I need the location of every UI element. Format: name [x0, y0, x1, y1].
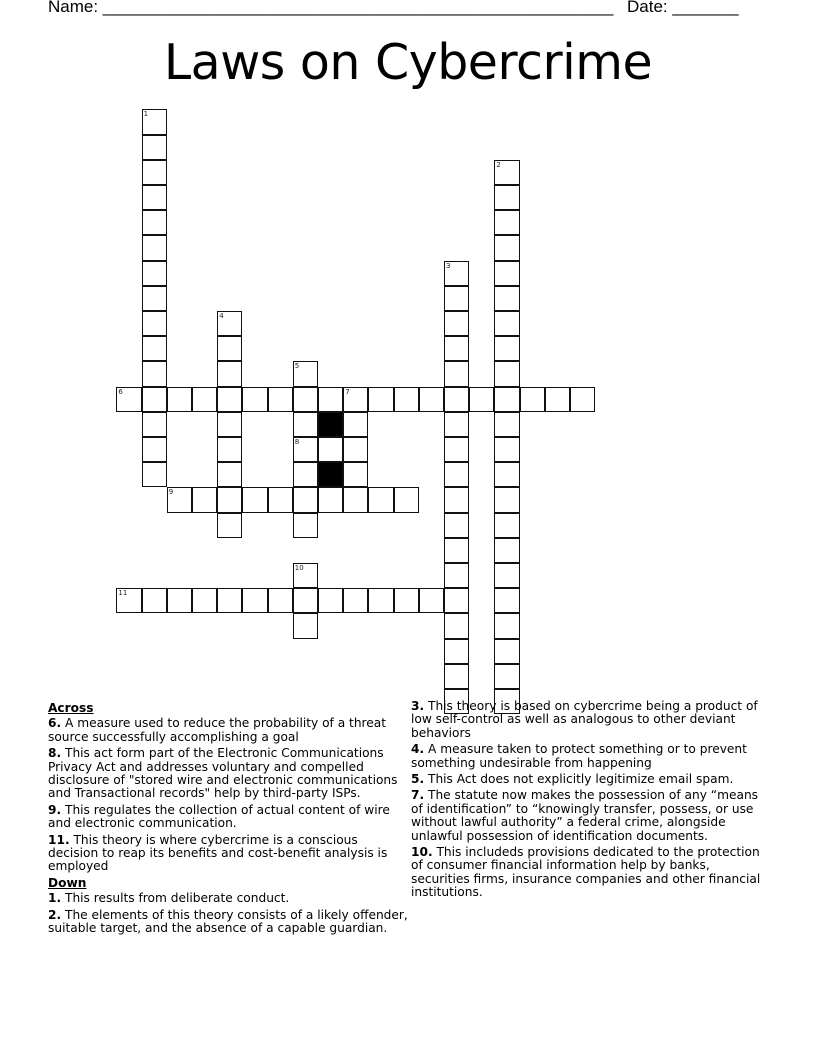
grid-cell[interactable] [444, 387, 469, 412]
grid-cell[interactable] [444, 361, 469, 386]
grid-cell[interactable] [520, 387, 545, 412]
clue-down-1 [48, 892, 410, 905]
grid-cell[interactable] [142, 361, 167, 386]
grid-cell[interactable] [142, 109, 167, 134]
clue-number-label: 6 [118, 387, 123, 396]
clues-right-column [411, 700, 771, 903]
grid-cell[interactable] [242, 588, 267, 613]
grid-cell[interactable] [494, 462, 519, 487]
grid-cell[interactable] [444, 588, 469, 613]
grid-cell[interactable] [293, 513, 318, 538]
grid-cell[interactable] [444, 412, 469, 437]
clue-number-label: 7 [345, 387, 350, 396]
grid-cell[interactable] [217, 311, 242, 336]
clue-number-label: 8 [294, 438, 300, 446]
grid-cell[interactable] [545, 387, 570, 412]
grid-cell[interactable] [444, 487, 469, 512]
grid-cell[interactable] [494, 261, 519, 286]
grid-cell[interactable] [419, 588, 444, 613]
grid-cell[interactable] [116, 387, 141, 412]
grid-cell[interactable] [444, 513, 469, 538]
grid-cell[interactable] [142, 210, 167, 235]
grid-cell[interactable] [217, 361, 242, 386]
grid-cell[interactable] [293, 361, 318, 386]
grid-cell[interactable] [494, 185, 519, 210]
grid-cell[interactable] [217, 588, 242, 613]
grid-cell[interactable] [394, 487, 419, 512]
grid-cell[interactable] [293, 613, 318, 638]
grid-cell[interactable] [318, 437, 343, 462]
clue-number-label: 4 [219, 312, 224, 320]
clue-number: 7. [411, 788, 425, 803]
grid-cell[interactable] [268, 588, 293, 613]
grid-cell[interactable] [142, 588, 167, 613]
grid-cell[interactable] [494, 613, 519, 638]
grid-cell[interactable] [570, 387, 595, 412]
grid-cell[interactable] [142, 235, 167, 260]
grid-cell[interactable] [142, 261, 167, 286]
grid-cell[interactable] [343, 437, 368, 462]
grid-cell[interactable] [494, 487, 519, 512]
grid-cell[interactable] [444, 664, 469, 689]
clue-text: The statute now makes the possession of any “means of identification” to “knowingly transfer, possess, or use without lawful authority” a federal crime, alongside unlawful possession of identification documents. [411, 788, 759, 843]
grid-cell[interactable] [293, 563, 318, 588]
clue-text: The elements of this theory consists of a likely offender, suitable target, and the absence of a capable guardian. [48, 907, 408, 936]
grid-cell[interactable] [142, 311, 167, 336]
grid-cell[interactable] [494, 538, 519, 563]
clue-text: This theory is based on cybercrime being a product of low self-control as well as analogous to other deviant behaviors [411, 699, 758, 740]
grid-cell[interactable] [293, 462, 318, 487]
grid-cell[interactable] [343, 588, 368, 613]
down-heading: Down [48, 875, 87, 890]
grid-cell[interactable] [394, 387, 419, 412]
grid-cell[interactable] [167, 487, 192, 512]
clue-number-label: 2 [496, 160, 501, 169]
clue-number: 10. [411, 845, 433, 860]
clue-number-label: 9 [168, 488, 174, 497]
grid-cell[interactable] [293, 387, 318, 412]
grid-cell[interactable] [217, 336, 242, 361]
clue-number-label: 3 [446, 261, 451, 270]
grid-cell[interactable] [494, 513, 519, 538]
grid-cell[interactable] [167, 588, 192, 613]
clue-down-4 [411, 743, 771, 770]
grid-cell[interactable] [142, 437, 167, 462]
grid-cell[interactable] [217, 412, 242, 437]
grid-cell[interactable] [318, 487, 343, 512]
grid-cell[interactable] [142, 336, 167, 361]
grid-cell[interactable] [293, 588, 318, 613]
clue-text: This results from deliberate conduct. [65, 891, 290, 906]
date-field-label[interactable]: Date: _______ [627, 0, 739, 16]
grid-cell[interactable] [444, 311, 469, 336]
grid-cell[interactable] [419, 387, 444, 412]
grid-cell[interactable] [444, 462, 469, 487]
grid-cell[interactable] [293, 487, 318, 512]
clue-number-label: 1 [143, 110, 149, 119]
clue-number: 5. [411, 772, 425, 787]
grid-cell[interactable] [318, 588, 343, 613]
clue-text: This theory is where cybercrime is a conscious decision to reap its benefits and cost-benefit analysis is employed [48, 832, 388, 874]
clue-text: This includeds provisions dedicated to the protection of consumer financial information help by banks, securities firms, insurance companies and other financial institutions. [411, 845, 761, 900]
grid-cell[interactable] [268, 387, 293, 412]
clue-number: 1. [48, 891, 62, 906]
grid-cell[interactable] [217, 462, 242, 487]
grid-cell[interactable] [242, 387, 267, 412]
grid-cell[interactable] [469, 387, 494, 412]
grid-cell[interactable] [444, 538, 469, 563]
clue-across-8 [48, 747, 410, 801]
grid-cell[interactable] [444, 286, 469, 311]
clue-across-9 [48, 804, 410, 831]
grid-cell[interactable] [494, 361, 519, 386]
grid-cell[interactable] [368, 387, 393, 412]
clue-number: 6. [48, 716, 62, 731]
page-title: Laws on Cybercrime [163, 34, 653, 91]
grid-cell[interactable] [494, 210, 519, 235]
grid-cell[interactable] [444, 613, 469, 638]
clue-down-5 [411, 773, 771, 786]
clue-number: 8. [48, 746, 62, 761]
clue-text: A measure used to reduce the probability of a threat source successfully accomplishing a goal [48, 716, 387, 744]
grid-cell[interactable] [116, 588, 141, 613]
clue-number: 4. [411, 742, 425, 757]
grid-cell[interactable] [142, 286, 167, 311]
grid-cell[interactable] [293, 437, 318, 462]
clue-across-11 [48, 834, 410, 874]
grid-cell[interactable] [494, 235, 519, 260]
grid-cell[interactable] [343, 387, 368, 412]
clue-number-label: 10 [294, 564, 304, 572]
grid-cell[interactable] [293, 412, 318, 437]
clue-down-2 [48, 909, 410, 936]
clue-text: This Act does not explicitly legitimize email spam. [428, 772, 734, 787]
grid-cell[interactable] [494, 437, 519, 462]
grid-cell[interactable] [444, 261, 469, 286]
grid-cell[interactable] [494, 336, 519, 361]
grid-cell[interactable] [142, 462, 167, 487]
grid-cell[interactable] [142, 412, 167, 437]
clue-down-10 [411, 846, 771, 900]
grid-cell[interactable] [217, 387, 242, 412]
clue-across-6 [48, 717, 410, 744]
grid-cell[interactable] [318, 387, 343, 412]
grid-cell[interactable] [394, 588, 419, 613]
grid-cell[interactable] [444, 336, 469, 361]
clue-number-label: 5 [294, 362, 300, 371]
clue-text: A measure taken to protect something or to prevent something undesirable from happening [411, 742, 747, 770]
grid-cell[interactable] [494, 387, 519, 412]
grid-cell[interactable] [494, 563, 519, 588]
grid-cell[interactable] [368, 487, 393, 512]
grid-cell[interactable] [217, 513, 242, 538]
grid-cell[interactable] [142, 160, 167, 185]
grid-cell[interactable] [494, 286, 519, 311]
grid-cell[interactable] [268, 487, 293, 512]
clue-number: 11. [48, 832, 70, 847]
grid-cell[interactable] [217, 487, 242, 512]
black-cell [318, 462, 343, 487]
clue-text: This act form part of the Electronic Communications Privacy Act and addresses voluntary and compelled disclosure of "stored wire and electronic communications and Transactional records" help by third-party ISPs. [48, 746, 398, 801]
clue-number: 2. [48, 907, 62, 922]
grid-cell[interactable] [494, 311, 519, 336]
grid-cell[interactable] [444, 639, 469, 664]
grid-cell[interactable] [343, 462, 368, 487]
grid-cell[interactable] [167, 387, 192, 412]
grid-cell[interactable] [142, 387, 167, 412]
clue-number: 3. [411, 699, 425, 713]
clue-down-7 [411, 789, 771, 843]
clue-number-label: 11 [118, 589, 128, 598]
grid-cell[interactable] [343, 412, 368, 437]
grid-cell[interactable] [368, 588, 393, 613]
grid-cell[interactable] [494, 639, 519, 664]
grid-cell[interactable] [494, 588, 519, 613]
black-cell [318, 412, 343, 437]
grid-cell[interactable] [242, 487, 267, 512]
grid-cell[interactable] [444, 563, 469, 588]
clue-text: This regulates the collection of actual content of wire and electronic communication. [48, 802, 390, 831]
grid-cell[interactable] [494, 412, 519, 437]
clues-left-column [48, 700, 410, 939]
name-field-label[interactable]: Name: ______________________________________________________ [48, 0, 614, 16]
grid-cell[interactable] [192, 387, 217, 412]
clue-number: 9. [48, 802, 62, 817]
grid-cell[interactable] [494, 160, 519, 185]
across-heading: Across [48, 701, 94, 715]
grid-cell[interactable] [494, 664, 519, 689]
grid-cell[interactable] [444, 437, 469, 462]
grid-cell[interactable] [142, 135, 167, 160]
clue-down-3 [411, 700, 771, 740]
grid-cell[interactable] [343, 487, 368, 512]
grid-cell[interactable] [142, 185, 167, 210]
grid-cell[interactable] [192, 588, 217, 613]
grid-cell[interactable] [192, 487, 217, 512]
grid-cell[interactable] [217, 437, 242, 462]
